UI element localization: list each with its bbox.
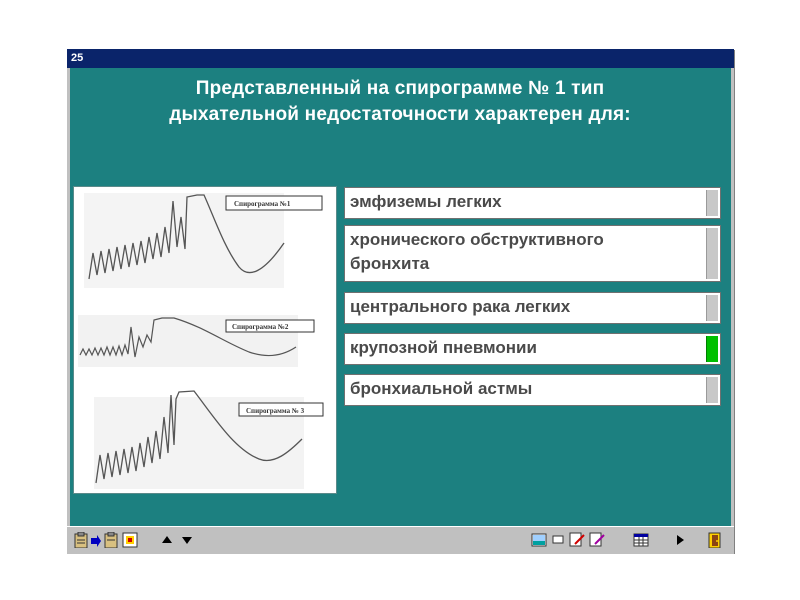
answer-option-4[interactable]: [344, 333, 721, 365]
clipboard-icon[interactable]: [103, 532, 121, 548]
table-icon[interactable]: [633, 532, 649, 548]
image-icon[interactable]: [531, 532, 547, 548]
answer-option-3-text: центрального рака легких: [350, 297, 571, 316]
answer-option-5[interactable]: [344, 374, 721, 406]
spirogram-1-label-box: [226, 196, 322, 210]
edit-icon[interactable]: [589, 532, 605, 548]
question-area: [70, 68, 731, 526]
play-icon[interactable]: [675, 534, 685, 550]
answer-option-2-text-line-2: бронхита: [350, 254, 430, 273]
spirogram-2-label-box: [226, 320, 314, 332]
question-line-1: Представленный на спирограмме № 1 тип: [195, 78, 605, 99]
question-text: [100, 76, 700, 128]
arrow-right-icon[interactable]: [90, 532, 102, 548]
answer-option-4-marker-selected: [706, 336, 718, 362]
answer-option-5-marker: [706, 377, 718, 403]
edit-icon[interactable]: [569, 532, 585, 548]
answer-option-1[interactable]: [344, 187, 721, 219]
spirogram-3-label-box: [239, 403, 323, 416]
spirogram-figure: [74, 187, 336, 493]
answer-option-4-text: крупозной пневмонии: [350, 338, 537, 357]
window-icon[interactable]: [551, 532, 565, 548]
arrow-up-icon[interactable]: [161, 535, 173, 551]
spirogram-2-label: Спирограмма №2: [232, 323, 289, 331]
answer-option-1-marker: [706, 190, 718, 216]
spirogram-3-label: Спирограмма № 3: [246, 407, 305, 415]
answer-option-3-marker: [706, 295, 718, 321]
quiz-window: [67, 49, 734, 553]
answer-option-5-text: бронхиальной астмы: [350, 379, 533, 398]
window-title: 25: [67, 49, 734, 68]
bottom-toolbar: [67, 526, 734, 554]
spirogram-1-label: Спирограмма №1: [234, 200, 291, 208]
answer-option-2[interactable]: [344, 225, 721, 282]
exit-icon[interactable]: [707, 532, 723, 548]
answer-option-2-marker: [706, 228, 718, 279]
clipboard-icon[interactable]: [73, 532, 91, 548]
answer-option-3[interactable]: [344, 292, 721, 324]
spirogram-image: [73, 186, 337, 494]
arrow-down-icon[interactable]: [181, 535, 193, 551]
answer-option-2-text-line-1: хронического обструктивного: [350, 230, 604, 249]
question-line-2: дыхательной недостаточности характерен для:: [169, 104, 631, 125]
error-icon[interactable]: [122, 532, 138, 548]
answer-option-1-text: эмфиземы легких: [350, 192, 502, 211]
